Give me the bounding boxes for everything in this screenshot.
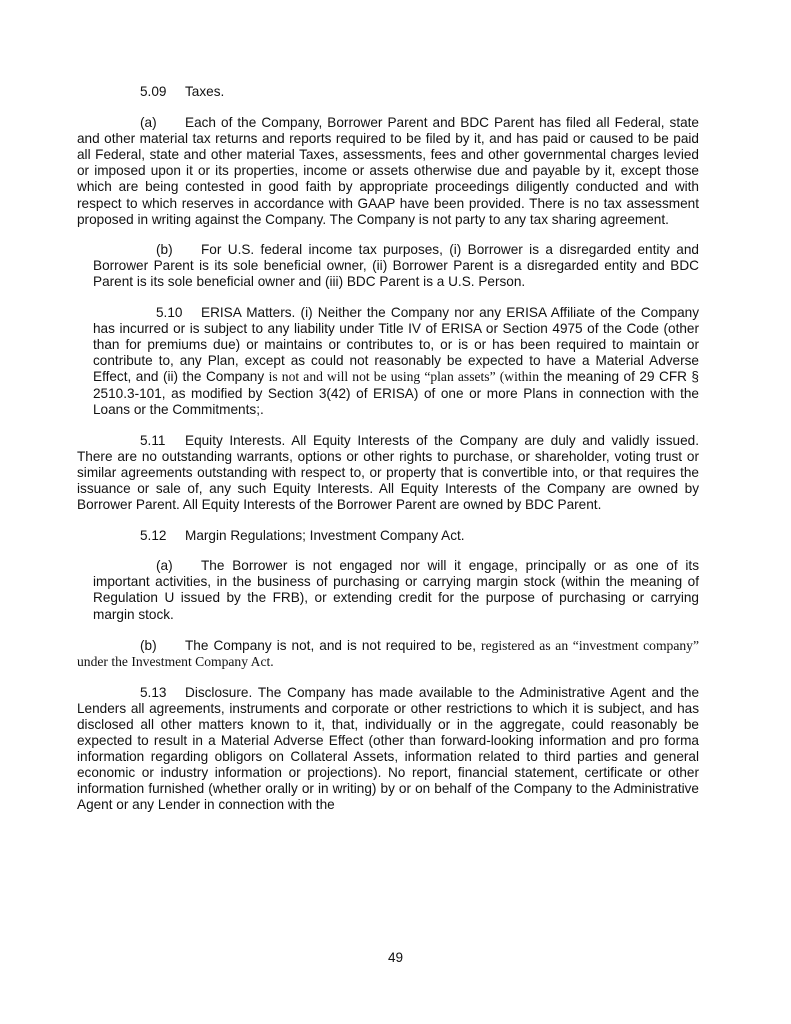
page-number: 49 [387,950,404,965]
clause-text-serif: registered as an “investment company” under the Investment Company Act. [77,637,700,669]
section-text: The Company has made available to the Administrative Agent and the Lenders all agreements, instruments and corporate or other restrictions to which it is subject, and has disclosed all other matters known to it, that, individually or in the aggregate, could reasonably be expected to result in a Material Adverse Effect (other than forward-looking information and pro forma information regarding obligors on Collateral Assets, information related to third parties and general economic or industry information or projections). No report, financial statement, certificate or other information furnished (whether orally or in writing) by or on behalf of the Company to the Administrative Agent or any Lender in connection with the [77,684,700,813]
section-title: Taxes. [185,84,225,99]
section-title: Margin Regulations; Investment Company Act. [185,528,465,544]
section-text: the meaning of 29 CFR § 2510.3-101, as modified by Section 3(42) of ERISA) of one or more Plans in connection with the Loans or the Commitments;. [93,369,699,417]
clause-label: (b) [156,241,173,257]
section-number: 5.12 [140,528,167,544]
clause-label: (b) [140,637,157,653]
section-5-12-a [77,558,699,622]
section-5-12-heading [77,528,699,544]
section-title: Disclosure. [185,684,253,700]
section-number: 5.13 [140,684,167,700]
clause-text: The Company is not, and is not required to be, [185,637,476,653]
section-title: Equity Interests. [185,432,286,448]
page-body [77,84,699,814]
section-5-12-b [77,638,699,670]
clause-text: The Borrower is not engaged nor will it engage, principally or as one of its important activities, in the business of purchasing or carrying margin stock (within the meaning of Regulation U issued by the FRB), or extending credit for the purpose of purchasing or carrying margin stock. [93,558,699,622]
section-5-13 [77,685,699,814]
section-number: 5.11 [140,432,166,448]
clause-label: (a) [140,115,157,131]
section-5-10 [77,305,699,418]
section-number: 5.09 [140,84,167,99]
section-text: (i) Neither the Company nor any ERISA Affiliate of the Company has incurred or is subject to any liability under Title IV of ERISA or Section 4975 of the Code (other than for premiums due) or maintains or contributes to, or is or has been required to maintain or contribute to, any Plan, except as could not reasonably be expected to have a Material Adverse Effect, and (ii) the Company [93,305,700,385]
clause-text: For U.S. federal income tax purposes, (i) Borrower is a disregarded entity and Borrower Parent is its sole beneficial owner, (ii) Borrower Parent is a disregarded entity and BDC Parent is its sole beneficial owner and (iii) BDC Parent is a U.S. Person. [93,241,699,289]
clause-label: (a) [156,558,173,574]
section-text: All Equity Interests of the Company are duly and validly issued. There are no outstanding warrants, options or other rights to purchase, or shareholder, voting trust or similar agreements outstanding with respect to, or property that is convertible into, or that requires the issuance or sale of, any such Equity Interests. All Equity Interests of the Company are owned by Borrower Parent. All Equity Interests of the Borrower Parent are owned by BDC Parent. [77,432,700,513]
clause-text: Each of the Company, Borrower Parent and BDC Parent has filed all Federal, state and other material tax returns and reports required to be filed by it, and has paid or caused to be paid all Federal, state and other material Taxes, assessments, fees and other governmental charges levied or imposed upon it or its properties, income or assets otherwise due and payable by it, except those which are being contested in good faith by appropriate proceedings diligently conducted and with respect to which reserves in accordance with GAAP have been provided. There is no tax assessment proposed in writing against the Company. The Company is not party to any tax sharing agreement. [77,115,699,227]
section-5-09-b [77,242,699,290]
section-text-serif: is not and will not be using “plan assets” (within [268,369,540,385]
section-5-11 [77,433,699,513]
section-5-09-heading [77,84,699,100]
section-number: 5.10 [156,305,183,321]
section-5-09-a [77,115,699,228]
section-title: ERISA Matters. [201,305,296,321]
